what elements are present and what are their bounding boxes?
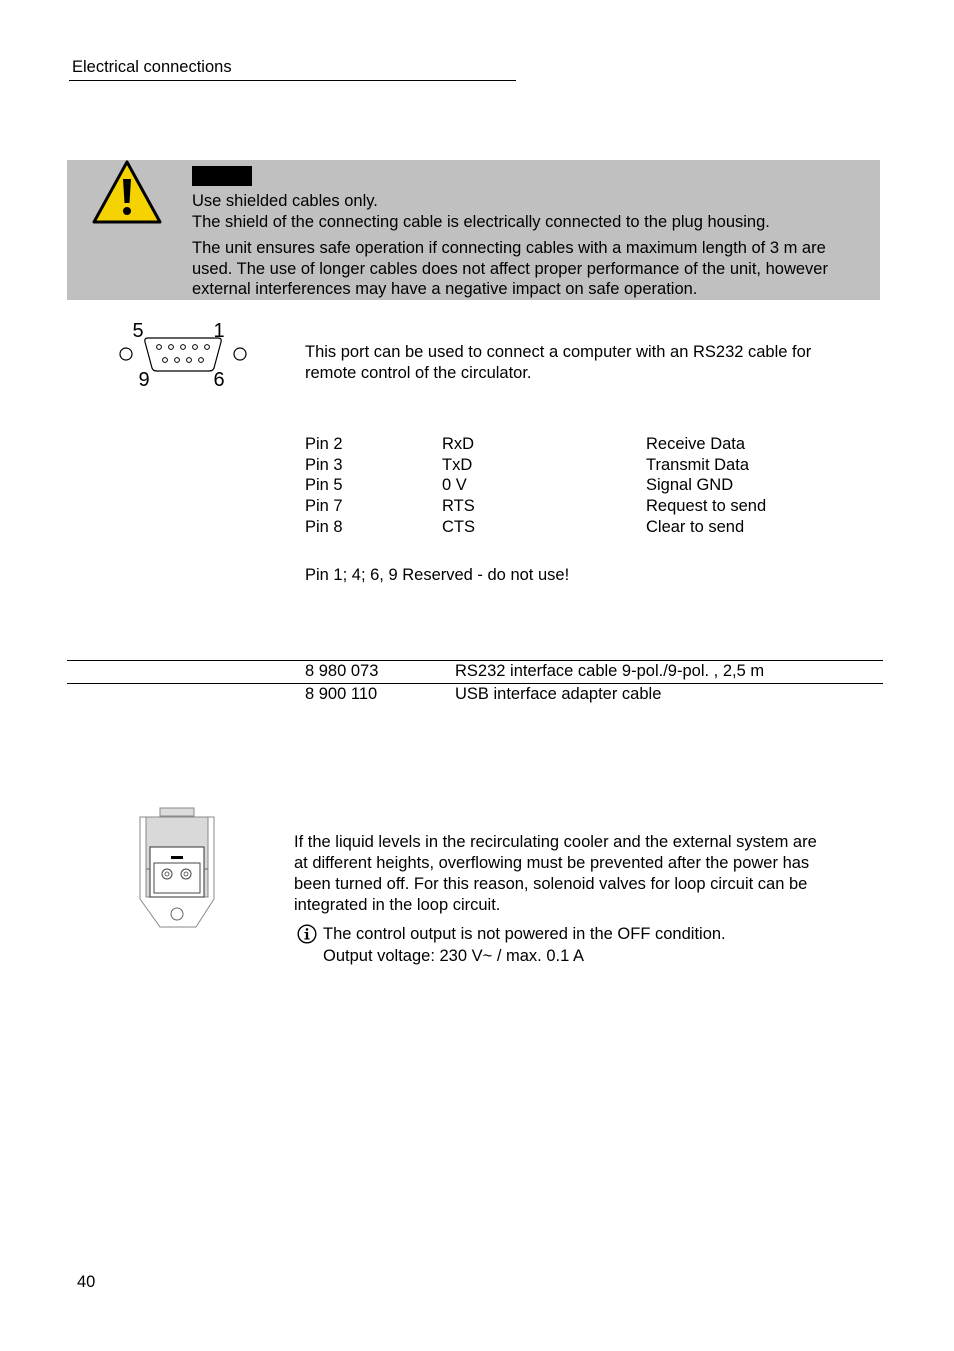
- accessory-description: USB interface adapter cable: [455, 685, 662, 703]
- pin-signal: CTS: [442, 518, 475, 536]
- page-number: 40: [77, 1273, 96, 1291]
- table-rule-top: [67, 660, 883, 661]
- solenoid-description-line: If the liquid levels in the recirculating cooler and the external system are: [294, 833, 817, 851]
- warning-line: Use shielded cables only.: [192, 192, 378, 210]
- warning-line: The shield of the connecting cable is electrically connected to the plug housing.: [192, 213, 770, 231]
- table-rule-middle: [67, 683, 883, 684]
- accessory-number: 8 980 073: [305, 662, 379, 680]
- rs232-connector-diagram: [112, 316, 252, 392]
- warning-line: used. The use of longer cables does not affect proper performance of the unit, however: [192, 260, 828, 278]
- pin-label-5: 5: [132, 320, 144, 342]
- pin-description: Signal GND: [646, 476, 734, 494]
- page-header-title: Electrical connections: [72, 58, 232, 76]
- pin-signal: TxD: [442, 456, 473, 474]
- info-line: Output voltage: 230 V~ / max. 0.1 A: [323, 947, 584, 965]
- pin-signal: RTS: [442, 497, 475, 515]
- rs232-description-line: This port can be used to connect a computer with an RS232 cable for: [305, 343, 812, 361]
- reserved-pins-note: Pin 1; 4; 6, 9 Reserved - do not use!: [305, 566, 570, 584]
- pin-number: Pin 3: [305, 456, 343, 474]
- info-icon: [297, 924, 317, 944]
- pin-number: Pin 8: [305, 518, 343, 536]
- pin-number: Pin 5: [305, 476, 343, 494]
- pin-number: Pin 2: [305, 435, 343, 453]
- header-rule: [69, 80, 516, 81]
- rs232-description-line: remote control of the circulator.: [305, 364, 532, 382]
- pin-label-6: 6: [213, 369, 225, 391]
- pin-label-1: 1: [213, 320, 225, 342]
- accessory-number: 8 900 110: [305, 685, 378, 703]
- pin-label-9: 9: [138, 369, 150, 391]
- pin-signal: RxD: [442, 435, 475, 453]
- solenoid-description-line: been turned off. For this reason, solenoid valves for loop circuit can be: [294, 875, 808, 893]
- warning-label-bar: [192, 166, 252, 186]
- info-line: The control output is not powered in the OFF condition.: [323, 925, 726, 943]
- pin-signal: 0 V: [442, 476, 467, 494]
- accessory-description: RS232 interface cable 9-pol./9-pol. , 2,5 m: [455, 662, 765, 680]
- solenoid-description-line: at different heights, overflowing must be prevented after the power has: [294, 854, 810, 872]
- pin-description: Clear to send: [646, 518, 745, 536]
- solenoid-description-line: integrated in the loop circuit.: [294, 896, 501, 914]
- pin-description: Transmit Data: [646, 456, 749, 474]
- pin-description: Request to send: [646, 497, 767, 515]
- warning-triangle-icon: [91, 159, 163, 225]
- warning-line: The unit ensures safe operation if connecting cables with a maximum length of 3 m are: [192, 239, 826, 257]
- warning-line: external interferences may have a negative impact on safe operation.: [192, 280, 698, 298]
- solenoid-socket-diagram: [138, 807, 218, 932]
- pin-number: Pin 7: [305, 497, 343, 515]
- pin-description: Receive Data: [646, 435, 746, 453]
